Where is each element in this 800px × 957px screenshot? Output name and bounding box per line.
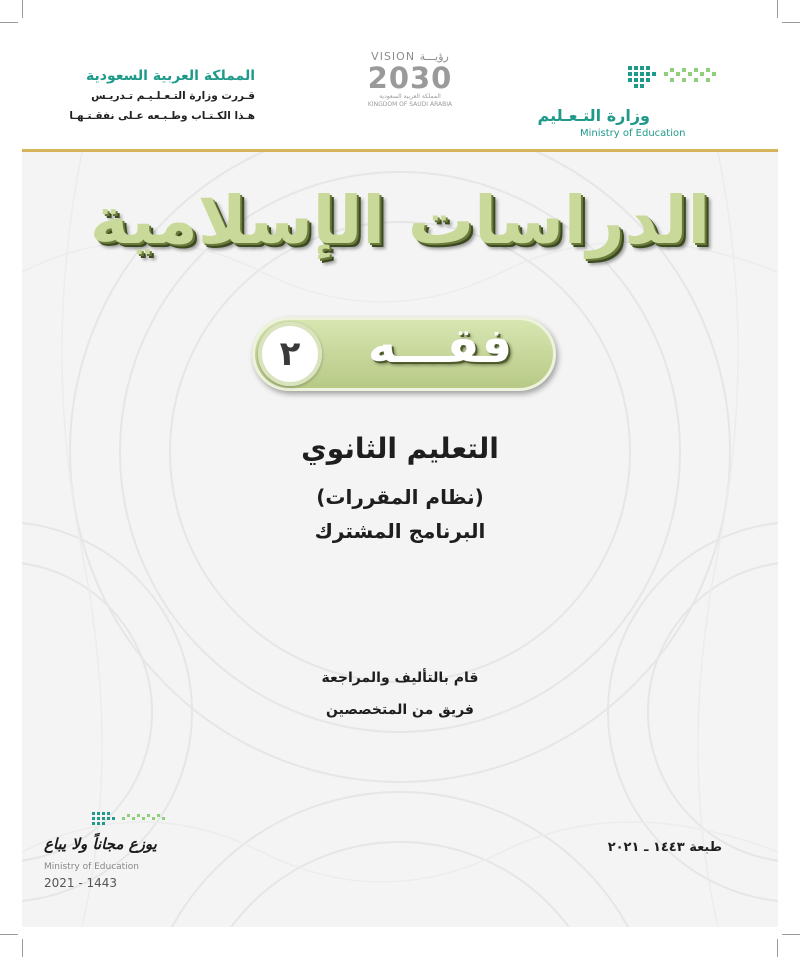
subject-title: فقـــه — [367, 318, 513, 374]
kingdom-name: المملكة العربية السعودية — [86, 68, 255, 84]
ministry-name-ar: وزارة التـعـليم — [537, 106, 650, 125]
moe-dots-icon — [84, 808, 194, 834]
vision-sub-en: KINGDOM OF SAUDI ARABIA — [367, 101, 453, 108]
series-title: الدراسات الإسلامية — [89, 182, 711, 259]
vision-year: 2030 — [367, 61, 453, 95]
vision-sub-ar: المملكة العربية السعودية — [379, 93, 441, 100]
credits-team: فريق من المتخصصين — [326, 702, 474, 718]
ministry-name-en: Ministry of Education — [580, 128, 686, 139]
crop-mark-bottom-left — [0, 934, 18, 935]
crop-mark-bottom-left-v — [22, 939, 23, 957]
part-number: ٢ — [258, 322, 322, 386]
crop-mark-bottom-right — [782, 934, 800, 935]
course-system: (نظام المقررات) — [316, 485, 484, 509]
ministry-logo — [537, 60, 730, 140]
vision-label: VISION رؤيـــة — [371, 50, 449, 63]
credits-label: قام بالتأليف والمراجعة — [321, 670, 479, 686]
printing-expense-line: هـذا الكـتـاب وطـبـعه عـلى نفقـتـهـا — [69, 110, 255, 122]
free-distribution-stamp: يوزع مجاناً ولا يباع — [44, 835, 157, 853]
footer-year: 2021 - 1443 — [44, 876, 118, 890]
crop-mark-bottom-right-v — [777, 939, 778, 957]
education-stage: التعليم الثانوي — [301, 432, 499, 465]
footer-ministry-en: Ministry of Education — [44, 862, 139, 872]
moe-dots-icon — [580, 60, 730, 102]
edition-label: طبعة ١٤٤٣ ـ ٢٠٢١ — [607, 840, 722, 855]
ministry-decision-line: قـررت وزارة التـعـلـيـم تـدريـس — [91, 90, 255, 102]
vision-2030-logo — [355, 50, 465, 109]
program-name: البرنامج المشترك — [314, 519, 486, 543]
kingdom-statement — [69, 66, 255, 126]
cover-header — [0, 0, 800, 150]
